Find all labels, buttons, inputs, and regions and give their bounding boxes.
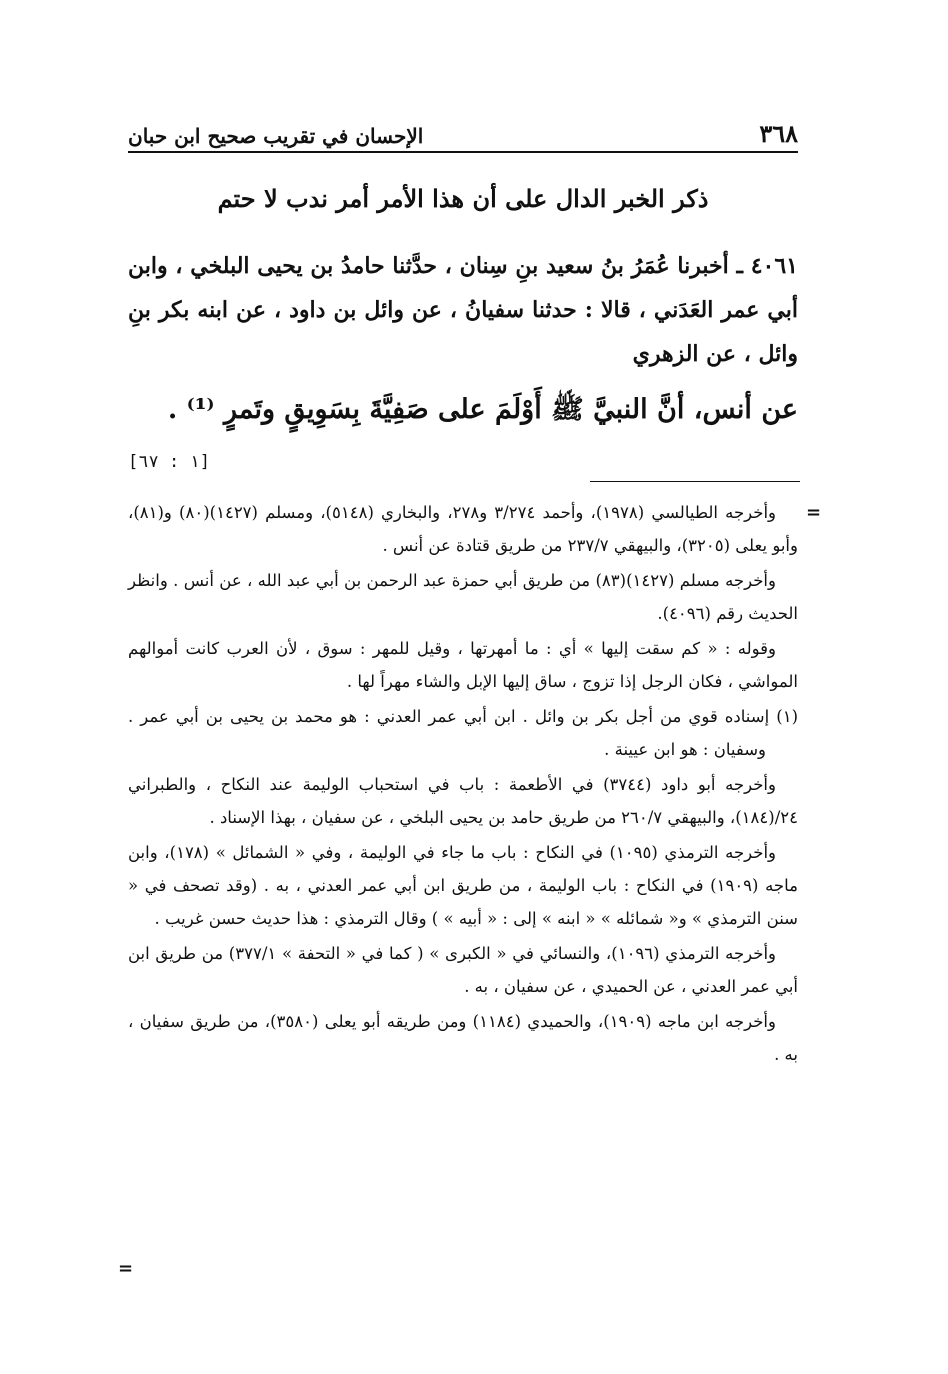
footnote-paragraph: وأخرجه الترمذي (١٠٩٦)، والنسائي في « الكبرى » ( كما في « التحفة » ٣٧٧/١) من طريق ابن أبي عمر العدني ، عن الحميدي ، عن سفيان ، به . [128, 944, 798, 996]
footnote-paragraph: وأخرجه ابن ماجه (١٩٠٩)، والحميدي (١١٨٤) ومن طريقه أبو يعلى (٣٥٨٠)، من طريق سفيان ، به . [128, 1012, 798, 1064]
footnote-paragraph: وأخرجه مسلم (١٤٢٧)(٨٣) من طريق أبي حمزة عبد الرحمن بن أبي عبد الله ، عن أنس . وانظر الحديث رقم (٤٠٩٦). [128, 571, 798, 623]
continuation-mark-bottom: = [118, 1258, 134, 1279]
header-rule [128, 151, 798, 153]
page-header [128, 112, 798, 148]
footnote-paragraph: وأخرجه الترمذي (١٠٩٥) في النكاح : باب ما جاء في الوليمة ، وفي « الشمائل » (١٧٨)، وابن ماجه (١٩٠٩) في النكاح : باب الوليمة ، من طريق ابن أبي عمر العدني ، به . (وقد تصحف في « سنن الترمذي » و« شمائله » « ابنه » إلى : « أبيه » ) وقال الترمذي : هذا حديث حسن غريب . [128, 843, 799, 928]
footnote-rule [590, 481, 800, 482]
hadith-isnad: ٤٠٦١ ـ أخبرنا عُمَرُ بنُ سعيد بنِ سِنان ، حدَّثنا حامدُ بن يحيى البلخي ، وابن أبي عمر العَدَني ، قالا : حدثنا سفيانُ ، عن وائل بن داود ، عن ابنه بكر بنِ وائل ، عن الزهري [128, 253, 798, 367]
page-number: ٣٦٨ [759, 119, 798, 148]
continuation-mark-top: = [806, 502, 822, 523]
section-title: ذكر الخبر الدال على أن هذا الأمر أمر ندب لا حتم [217, 184, 709, 213]
hadith-reference: [١ : ٦٧] [128, 452, 210, 472]
footnote-1: (١) إسناده قوي من أجل بكر بن وائل . ابن أبي عمر العدني : هو محمد بن يحيى بن أبي عمر . وسفيان : هو ابن عيينة . [128, 707, 798, 759]
footnotes [128, 496, 798, 1073]
hadith-matn: عن أنس، أنَّ النبيَّ ﷺ أَوْلَمَ على صَفِيَّةَ بِسَوِيقٍ وتَمرٍ ⁽¹⁾ . [167, 394, 798, 425]
footnote-paragraph: وقوله : « كم سقت إليها » أي : ما أمهرتها ، وقيل للمهر : سوق ، لأن العرب كانت أموالهم المواشي ، فكان الرجل إذا تزوج ، ساق إليها الإبل والشاء مهراً لها . [128, 639, 798, 691]
footnote-paragraph: وأخرجه أبو داود (٣٧٤٤) في الأطعمة : باب في استحباب الوليمة عند النكاح ، والطبراني ٢٤/(١٨٤)، والبيهقي ٢٦٠/٧ من طريق حامد بن يحيى البلخي ، عن سفيان ، بهذا الإسناد . [128, 775, 798, 827]
book-title: الإحسان في تقريب صحيح ابن حبان [128, 124, 424, 148]
footnote-paragraph: وأخرجه الطيالسي (١٩٧٨)، وأحمد ٣/٢٧٤ و٢٧٨، والبخاري (٥١٤٨)، ومسلم (١٤٢٧)(٨٠) و(٨١)، وأبو يعلى (٣٢٠٥)، والبيهقي ٢٣٧/٧ من طريق قتادة عن أنس . [128, 503, 798, 555]
